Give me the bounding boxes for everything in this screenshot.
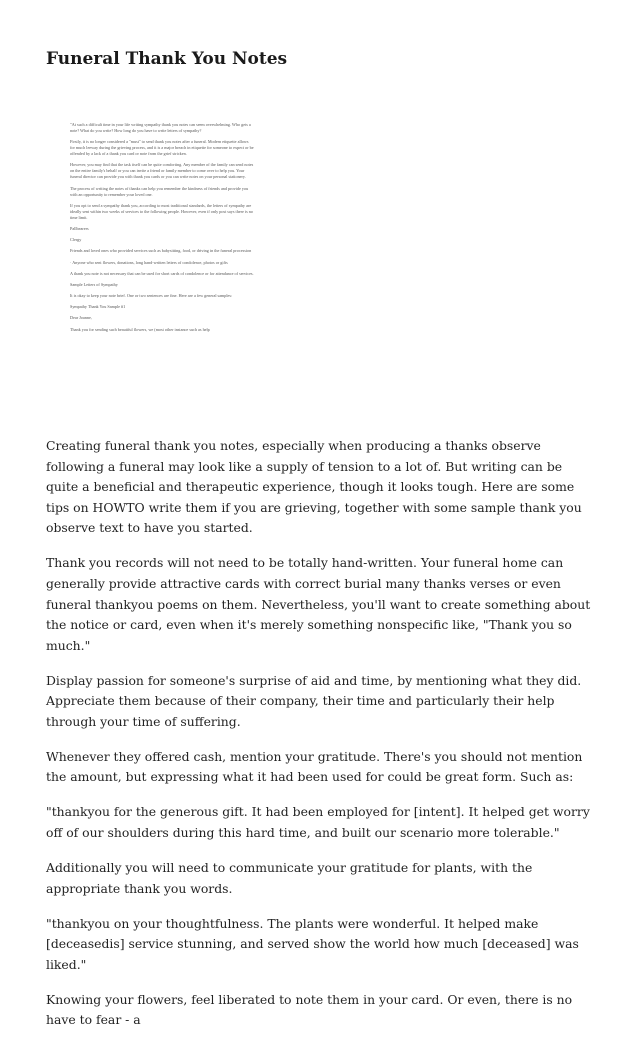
- paragraph: Additionally you will need to communicate your gratitude for plants, with the appropriate thank you words.: [46, 860, 533, 896]
- paragraph: Display passion for someone's surprise of aid and time, by mentioning what they did. Appreciate them because of their company, their time and particularly their help through your time of suffering.: [46, 672, 582, 729]
- figure-line: If you opt to send a sympathy thank you, according to most traditional standards, the letters of sympathy are ideally sent within two weeks of services to the following people. However, even if only post says there is no time limit.: [70, 202, 253, 220]
- paragraph: Knowing your flowers, feel liberated to note them in your card. Or even, there is no have to fear - a: [46, 991, 573, 1028]
- figure-line: Friends and loved ones who provided services such as babysitting, food, or driving in the funeral procession: [70, 248, 252, 254]
- figure-line: Sample Letters of Sympathy: [70, 281, 118, 287]
- figure-line: · Anyone who sent flowers, donations, long hand-written letters of condolence, photos or gifts: [70, 259, 228, 265]
- figure-line: Clergy: [70, 237, 82, 243]
- article-body: [46, 436, 592, 1045]
- figure-line: Pallbearers: [70, 225, 89, 231]
- figure-line: However, you may find that the task itself can be quite comforting. Any member of the family can send notes on the entire family's behalf or you can invite a friend or family member to come over to help you. Your funeral director can provide you with thank you cards or you can write notes on your personal stationery.: [70, 162, 254, 180]
- paragraph: Thank you records will not need to be totally hand-written. Your funeral home can generally provide attractive cards with correct burial many thanks verses or even funeral thankyou poems on them. Nevertheless, you'll want to create something about the notice or card, even when it's merely something nonspecific like, "Thank you so much.": [46, 555, 591, 653]
- figure-line: "At such a difficult time in your life writing sympathy thank you notes can seem overwhelming. Who gets a note? What do you write? How long do you have to write letters of sympathy?: [70, 122, 251, 133]
- figure-line: Firstly, it is no longer considered a "must" to send thank you notes after a funeral. Modern etiquette allows for much leeway during the grieving process, and it is a major breach in etiquette for someone to expect or be offended by a lack of a thank you card or note from the grief stricken.: [70, 139, 254, 157]
- figure-line: A thank you note is not necessary that can be used for short cards of condolence or for attendance of services.: [70, 270, 254, 276]
- paragraph: "thankyou on your thoughtfulness. The plants were wonderful. It helped make [deceasedis] service stunning, and served show the world how much [deceased] was liked.": [46, 915, 579, 972]
- page-title: Funeral Thank You Notes: [46, 49, 288, 69]
- figure-line: Dear Joanne,: [70, 315, 92, 321]
- scanned-letter-image: [70, 122, 254, 420]
- paragraph: Creating funeral thank you notes, especially when producing a thanks observe following a funeral may look like a supply of tension to a lot of. But writing can be quite a beneficial and therapeutic experience, though it looks tough. Here are some tips on HOWTO write them if you are grieving, together with some sample thank you observe text to have you started.: [46, 438, 582, 536]
- figure-line: Sympathy Thank You Sample #1: [70, 304, 126, 310]
- paragraph: Whenever they offered cash, mention your gratitude. There's you should not mention the amount, but expressing what it had been used for could be great form. Such as:: [46, 748, 583, 785]
- paragraph: "thankyou for the generous gift. It had been employed for [intent]. It helped get worry off of our shoulders during this hard time, and built our scenario more tolerable.": [46, 804, 590, 841]
- figure-line: Thank you for sending such beautiful flowers, we (most other instance such as help: [70, 326, 210, 332]
- figure-line: It is okay to keep your note brief. One or two sentences are fine. Here are a few general samples:: [70, 293, 233, 299]
- figure-line: The process of writing the notes of thanks can help you remember the kindness of friends and provide you with an opportunity to remember your loved one.: [70, 185, 249, 197]
